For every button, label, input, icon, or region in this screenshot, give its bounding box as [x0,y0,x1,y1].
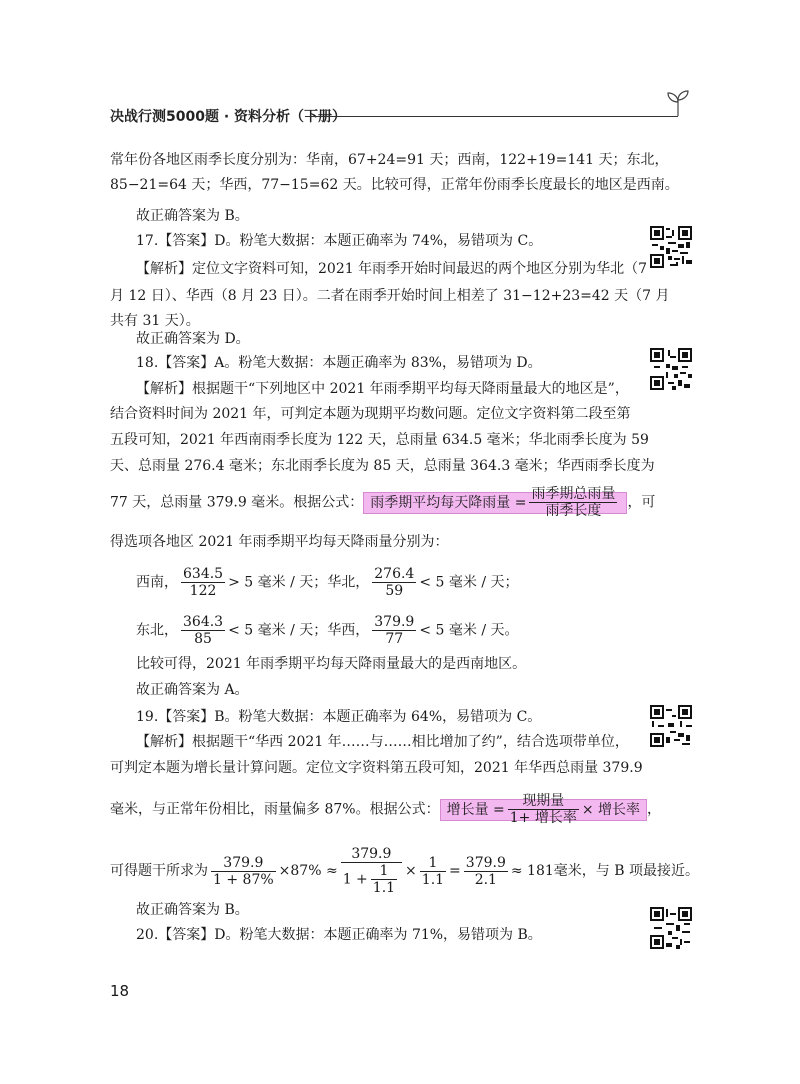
q19-formula-line [110,793,661,826]
text-line: 故正确答案为 B。 [136,208,249,224]
text-segment: = [449,863,461,879]
text-line: 可判定本题为增长量计算问题。定位文字资料第五段可知，2021 年华西总雨量 379.9 [110,760,643,776]
q17-analysis: 【解析】定位文字资料可知，2021 年雨季开始时间最迟的两个地区分别为华北（7 [136,261,647,277]
text-segment: ×87% ≈ [278,863,338,879]
text-segment: 毫米，与正常年份相比，雨量偏多 87%。根据公式： [110,801,440,818]
calc-row-2 [136,614,519,647]
fraction-denominator: 雨季长度 [545,503,602,519]
text-segment: ， [647,801,662,818]
fraction-numerator: 1 [420,855,446,872]
fraction [181,566,225,599]
fraction-denominator: 77 [385,631,404,647]
formula-fraction [529,486,617,519]
text-segment: 77 天，总雨量 379.9 毫米。根据公式： [110,494,364,511]
formula-highlight [363,486,627,519]
fraction-denominator: 122 [189,583,217,599]
text-line: 得选项各地区 2021 年雨季期平均每天降雨量分别为： [110,534,449,550]
text-line: 共有 31 天）。 [110,313,200,329]
fraction-numerator: 1 [371,863,397,880]
fraction-denominator: 1.1 [421,871,445,888]
fraction-denominator: 85 [194,631,212,647]
fraction [181,614,225,647]
page-number: 18 [110,982,130,1000]
q18-comparison: 比较可得，2021 年雨季期平均每天降雨量最大的是西南地区。 [136,656,527,672]
text-segment: 可得题干所求为 [110,863,208,879]
q17-answer: 17.【答案】D。粉笔大数据：本题正确率为 74%，易错项为 C。 [136,233,543,249]
fraction-denominator: 1.1 [372,880,396,896]
qr-code-icon[interactable] [650,907,692,949]
fraction [464,855,508,888]
q20-answer: 20.【答案】D。粉笔大数据：本题正确率为 71%，易错项为 B。 [136,927,542,943]
formula-lhs: 增长量 = [446,801,505,818]
qr-code-icon[interactable] [650,226,692,268]
fraction-denominator: 1 + 87% [213,871,274,888]
q19-conclusion: 故正确答案为 B。 [136,902,249,918]
fraction-numerator: 379.9 [465,854,506,871]
book-title: 决战行测5000题 · 资料分析（下册） [110,109,347,125]
page-header [110,104,690,128]
fraction-numerator: 634.5 [183,566,224,582]
q18-conclusion: 故正确答案为 A。 [136,682,249,698]
text-segment: < 5 毫米 / 天； [419,574,519,591]
q19-calculation [110,846,699,896]
text-segment: ≈ 181毫米，与 B 项最接近。 [510,863,699,879]
formula-fraction [508,793,579,826]
qr-code-icon[interactable] [650,705,692,747]
fraction [372,566,416,599]
fraction-numerator: 379.9 [211,855,276,872]
text-segment: 1 + [342,871,368,888]
text-line: 月 12 日）、华西（8 月 23 日）。二者在雨季开始时间上相差了 31−12+23=42 天（7 月 [110,288,670,304]
q17-conclusion: 故正确答案为 D。 [136,331,250,347]
text-line: 85−21=64 天；华西，77−15=62 天。比较可得，正常年份雨季长度最长的地区是西南。 [110,177,679,193]
text-line: 结合资料时间为 2021 年，可判定本题为现期平均数问题。定位文字资料第二段至第 [110,406,631,422]
header-rule [305,116,678,117]
text-line: 五段可知，2021 年西南雨季长度为 122 天，总雨量 634.5 毫米；华北雨季长度为 59 [110,432,649,448]
text-line: 天、总雨量 276.4 毫米；东北雨季长度为 85 天，总雨量 364.3 毫米；华西雨季长度为 [110,458,655,474]
text-segment: > 5 毫米 / 天；华北， [228,574,370,591]
formula-rhs: × 增长率 [581,801,641,818]
formula-lhs: 雨季期平均每天降雨量 = [370,494,527,511]
fraction-numerator: 379.9 [374,614,415,630]
fraction [211,855,276,888]
fraction-denominator [341,863,402,896]
fraction-numerator: 雨季期总雨量 [531,486,616,502]
q18-answer: 18.【答案】A。粉笔大数据：本题正确率为 83%，易错项为 D。 [136,355,542,371]
text-segment: ，可 [627,494,656,511]
fraction-denominator: 59 [385,583,404,599]
q19-answer: 19.【答案】B。粉笔大数据：本题正确率为 64%，易错项为 C。 [136,709,542,725]
q18-formula-line [110,486,655,519]
fraction [341,846,402,896]
calc-row-1 [136,566,519,599]
fraction-numerator: 276.4 [374,566,415,582]
fraction-numerator: 现期量 [508,793,579,810]
text-segment: < 5 毫米 / 天；华西， [228,622,370,639]
nested-fraction [371,863,397,896]
fraction [372,614,416,647]
q18-analysis: 【解析】根据题干“下列地区中 2021 年雨季期平均每天降雨量最大的地区是”， [136,381,629,397]
fraction [420,855,446,888]
fraction-numerator: 364.3 [183,614,224,630]
fraction-denominator: 2.1 [474,871,497,888]
q19-analysis: 【解析】根据题干“华西 2021 年……与……相比增加了约”，结合选项带单位， [136,734,629,750]
fraction-numerator: 379.9 [341,846,402,863]
text-segment: < 5 毫米 / 天。 [419,622,519,639]
text-line: 常年份各地区雨季长度分别为：华南，67+24=91 天；西南，122+19=141 天；东北， [110,152,669,168]
text-segment: × [405,863,417,879]
fraction-denominator: 1+ 增长率 [509,810,577,826]
text-segment: 西南， [136,574,178,591]
text-segment: 东北， [136,622,178,639]
formula-highlight [440,793,647,826]
qr-code-icon[interactable] [650,348,692,390]
sprout-icon [666,90,690,116]
